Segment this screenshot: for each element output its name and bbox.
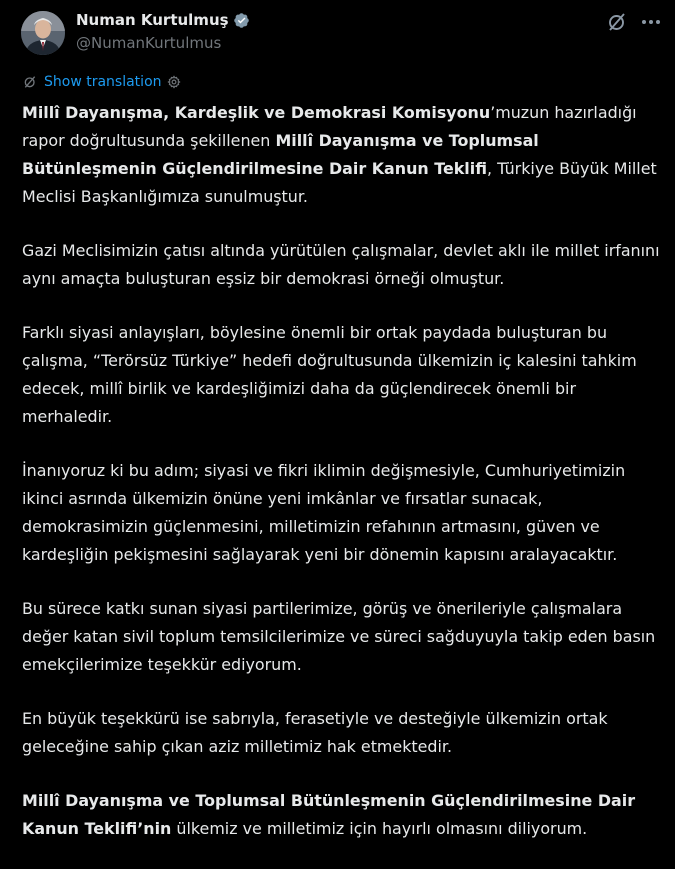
post-body — [22, 99, 662, 869]
post-paragraph-7: Millî Dayanışma ve Toplumsal Bütünleşmenin Güçlendirilmesine Dair Kanun Teklifi’nin ülkemiz ve milletimiz için hayırlı olmasını diliyorum. — [22, 791, 636, 838]
grok-slash-icon[interactable] — [605, 10, 629, 34]
avatar-photo — [21, 11, 65, 55]
bold-commission-name: Millî Dayanışma, Kardeşlik ve Demokrasi Komisyonu — [22, 103, 491, 122]
author-handle[interactable]: @NumanKurtulmus — [76, 34, 222, 52]
show-translation-link[interactable]: Show translation — [44, 74, 162, 90]
author-display-name[interactable]: Numan Kurtulmuş — [76, 11, 229, 29]
more-horizontal-icon[interactable] — [639, 10, 663, 34]
post-paragraph-3: Farklı siyasi anlayışları, böylesine önemli bir ortak paydada buluşturan bu çalışma, “Terörsüz Türkiye” hedefi doğrultusunda ülkemizin iç kalesini tahkim edecek, millî birlik ve kardeşliğimizi daha da güçlendirecek önemli bir merhaledir. — [22, 323, 637, 426]
show-translation-row[interactable] — [22, 74, 181, 90]
grok-translate-icon — [22, 74, 38, 90]
post-paragraph-6: En büyük teşekkürü ise sabrıyla, ferasetiyle ve desteğiyle ülkemizin ortak geleceğine sahip çıkan aziz milletimiz hak etmektedir. — [22, 709, 608, 756]
post-paragraph-1: Millî Dayanışma, Kardeşlik ve Demokrasi Komisyonu’muzun hazırladığı rapor doğrultusunda şekillenen Millî Dayanışma ve Toplumsal Bütünleşmenin Güçlendirilmesine Dair Kanun Teklifi, Türkiye Büyük Millet Meclisi Başkanlığımıza sunulmuştur. — [22, 103, 657, 206]
bold-bill-title: Millî Dayanışma ve Toplumsal Bütünleşmenin Güçlendirilmesine Dair Kanun Teklifi — [22, 131, 539, 178]
author-avatar[interactable] — [21, 11, 65, 55]
gear-icon[interactable] — [167, 75, 181, 89]
post-paragraph-2: Gazi Meclisimizin çatısı altında yürütülen çalışmalar, devlet aklı ile millet irfanını aynı amaçta buluşturan eşsiz bir demokrasi örneği olmuştur. — [22, 241, 660, 288]
verified-badge-icon[interactable] — [233, 12, 250, 29]
bold-bill-title-closing: Millî Dayanışma ve Toplumsal Bütünleşmenin Güçlendirilmesine Dair Kanun Teklifi’nin — [22, 791, 636, 838]
post-paragraph-5: Bu sürece katkı sunan siyasi partilerimize, görüş ve önerileriyle çalışmalara değer katan sivil toplum temsilcilerimize ve süreci sağduyuyla takip eden basın emekçilerimize teşekkür ediyorum. — [22, 599, 656, 674]
post-header — [0, 0, 675, 70]
post-paragraph-4: İnanıyoruz ki bu adım; siyasi ve fikri iklimin değişmesiyle, Cumhuriyetimizin ikinci asrında ülkemizin önüne yeni imkânlar ve fırsatlar sunacak, demokrasimizin güçlenmesini, milletimizin refahının artmasını, güven ve kardeşliğin pekişmesini sağlayarak yeni bir dönemin kapısını aralayacaktır. — [22, 461, 626, 564]
